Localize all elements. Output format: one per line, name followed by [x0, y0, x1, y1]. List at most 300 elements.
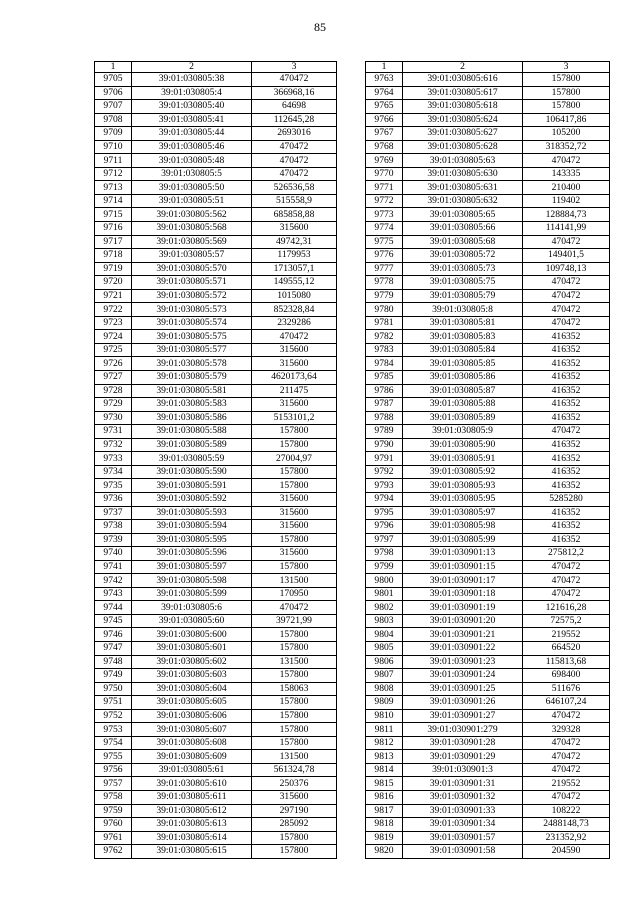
row-number-cell: 9723	[95, 316, 132, 330]
table-row	[366, 113, 610, 127]
row-number-cell: 9756	[95, 763, 132, 777]
row-number-cell: 9794	[366, 492, 403, 506]
value-cell: 231352,92	[523, 831, 610, 845]
table-row	[95, 411, 337, 425]
value-cell: 121616,28	[523, 601, 610, 615]
value-cell: 416352	[523, 438, 610, 452]
value-cell: 470472	[523, 574, 610, 588]
cadastral-number-cell: 39:01:030805:589	[132, 438, 252, 452]
row-number-cell: 9727	[95, 371, 132, 385]
value-cell: 2488148,73	[523, 818, 610, 832]
cadastral-number-cell: 39:01:030805:599	[132, 587, 252, 601]
row-number-cell: 9713	[95, 181, 132, 195]
cadastral-number-cell: 39:01:030805:590	[132, 465, 252, 479]
value-cell: 470472	[523, 560, 610, 574]
table-row	[95, 452, 337, 466]
value-cell: 157800	[252, 628, 337, 642]
row-number-cell: 9712	[95, 167, 132, 181]
row-number-cell: 9776	[366, 249, 403, 263]
cadastral-number-cell: 39:01:030805:631	[403, 181, 523, 195]
cadastral-number-cell: 39:01:030805:88	[403, 398, 523, 412]
table-row	[95, 235, 337, 249]
table-row	[366, 723, 610, 737]
cadastral-number-cell: 39:01:030805:615	[132, 845, 252, 859]
table-row	[95, 181, 337, 195]
table-row	[366, 709, 610, 723]
cadastral-number-cell: 39:01:030805:98	[403, 520, 523, 534]
value-cell: 416352	[523, 357, 610, 371]
row-number-cell: 9735	[95, 479, 132, 493]
table-row	[95, 330, 337, 344]
value-cell: 143335	[523, 167, 610, 181]
value-cell: 170950	[252, 587, 337, 601]
table-row	[366, 276, 610, 290]
row-number-cell: 9753	[95, 723, 132, 737]
table-row	[95, 438, 337, 452]
row-number-cell: 9804	[366, 628, 403, 642]
row-number-cell: 9812	[366, 736, 403, 750]
row-number-cell: 9813	[366, 750, 403, 764]
value-cell: 416352	[523, 411, 610, 425]
value-cell: 470472	[523, 289, 610, 303]
table-row	[95, 276, 337, 290]
row-number-cell: 9763	[366, 73, 403, 87]
row-number-cell: 9803	[366, 614, 403, 628]
value-cell: 64698	[252, 100, 337, 114]
cadastral-number-cell: 39:01:030901:15	[403, 560, 523, 574]
value-cell: 219552	[523, 628, 610, 642]
table-header-row	[366, 62, 610, 73]
table-row	[95, 804, 337, 818]
row-number-cell: 9772	[366, 194, 403, 208]
row-number-cell: 9781	[366, 316, 403, 330]
table-row	[366, 560, 610, 574]
value-cell: 157800	[252, 709, 337, 723]
value-cell: 210400	[523, 181, 610, 195]
value-cell: 157800	[523, 86, 610, 100]
cadastral-number-cell: 39:01:030805:87	[403, 384, 523, 398]
table-row	[366, 154, 610, 168]
cadastral-number-cell: 39:01:030805:583	[132, 398, 252, 412]
row-number-cell: 9734	[95, 465, 132, 479]
row-number-cell: 9764	[366, 86, 403, 100]
cadastral-number-cell: 39:01:030901:25	[403, 682, 523, 696]
cadastral-number-cell: 39:01:030805:97	[403, 506, 523, 520]
value-cell: 416352	[523, 479, 610, 493]
column-header: 1	[95, 62, 132, 73]
row-number-cell: 9736	[95, 492, 132, 506]
row-number-cell: 9747	[95, 641, 132, 655]
cadastral-number-cell: 39:01:030805:95	[403, 492, 523, 506]
cadastral-number-cell: 39:01:030805:595	[132, 533, 252, 547]
row-number-cell: 9738	[95, 520, 132, 534]
table-row	[95, 669, 337, 683]
table-row	[366, 845, 610, 859]
value-cell: 157800	[252, 696, 337, 710]
value-cell: 470472	[523, 763, 610, 777]
cadastral-number-cell: 39:01:030805:85	[403, 357, 523, 371]
row-number-cell: 9762	[95, 845, 132, 859]
value-cell: 119402	[523, 194, 610, 208]
cadastral-number-cell: 39:01:030805:86	[403, 371, 523, 385]
value-cell: 131500	[252, 750, 337, 764]
row-number-cell: 9720	[95, 276, 132, 290]
table-row	[366, 343, 610, 357]
table-row	[95, 289, 337, 303]
value-cell: 39721,99	[252, 614, 337, 628]
value-cell: 416352	[523, 343, 610, 357]
value-cell: 470472	[523, 750, 610, 764]
value-cell: 318352,72	[523, 140, 610, 154]
cadastral-number-cell: 39:01:030901:58	[403, 845, 523, 859]
row-number-cell: 9818	[366, 818, 403, 832]
cadastral-number-cell: 39:01:030805:607	[132, 723, 252, 737]
value-cell: 470472	[523, 154, 610, 168]
cadastral-number-cell: 39:01:030805:612	[132, 804, 252, 818]
value-cell: 315600	[252, 492, 337, 506]
value-cell: 698400	[523, 669, 610, 683]
cadastral-number-cell: 39:01:030805:575	[132, 330, 252, 344]
cadastral-number-cell: 39:01:030805:99	[403, 533, 523, 547]
value-cell: 470472	[523, 316, 610, 330]
row-number-cell: 9726	[95, 357, 132, 371]
row-number-cell: 9716	[95, 222, 132, 236]
cadastral-number-cell: 39:01:030901:28	[403, 736, 523, 750]
table-row	[366, 492, 610, 506]
row-number-cell: 9806	[366, 655, 403, 669]
table-row	[95, 425, 337, 439]
row-number-cell: 9728	[95, 384, 132, 398]
table-row	[95, 709, 337, 723]
value-cell: 470472	[523, 709, 610, 723]
table-row	[366, 316, 610, 330]
cadastral-number-cell: 39:01:030805:602	[132, 655, 252, 669]
value-cell: 157800	[523, 73, 610, 87]
cadastral-number-cell: 39:01:030805:89	[403, 411, 523, 425]
value-cell: 157800	[523, 100, 610, 114]
cadastral-number-cell: 39:01:030901:26	[403, 696, 523, 710]
row-number-cell: 9759	[95, 804, 132, 818]
value-cell: 27004,97	[252, 452, 337, 466]
column-header: 3	[523, 62, 610, 73]
value-cell: 149555,12	[252, 276, 337, 290]
row-number-cell: 9737	[95, 506, 132, 520]
row-number-cell: 9752	[95, 709, 132, 723]
value-cell: 315600	[252, 520, 337, 534]
table-row	[366, 425, 610, 439]
value-cell: 114141,99	[523, 222, 610, 236]
value-cell: 416352	[523, 452, 610, 466]
row-number-cell: 9748	[95, 655, 132, 669]
row-number-cell: 9798	[366, 547, 403, 561]
column-header: 1	[366, 62, 403, 73]
table-row	[366, 587, 610, 601]
value-cell: 470472	[523, 303, 610, 317]
value-cell: 157800	[252, 479, 337, 493]
data-table-right	[365, 61, 610, 859]
cadastral-number-cell: 39:01:030805:596	[132, 547, 252, 561]
value-cell: 315600	[252, 357, 337, 371]
row-number-cell: 9750	[95, 682, 132, 696]
row-number-cell: 9777	[366, 262, 403, 276]
value-cell: 315600	[252, 547, 337, 561]
value-cell: 329328	[523, 723, 610, 737]
cadastral-number-cell: 39:01:030805:600	[132, 628, 252, 642]
table-row	[95, 140, 337, 154]
cadastral-number-cell: 39:01:030805:72	[403, 249, 523, 263]
row-number-cell: 9820	[366, 845, 403, 859]
table-row	[366, 614, 610, 628]
value-cell: 315600	[252, 222, 337, 236]
value-cell: 416352	[523, 371, 610, 385]
row-number-cell: 9771	[366, 181, 403, 195]
row-number-cell: 9779	[366, 289, 403, 303]
value-cell: 416352	[523, 506, 610, 520]
table-row	[95, 547, 337, 561]
cadastral-number-cell: 39:01:030805:574	[132, 316, 252, 330]
row-number-cell: 9744	[95, 601, 132, 615]
value-cell: 646107,24	[523, 696, 610, 710]
value-cell: 470472	[252, 167, 337, 181]
value-cell: 157800	[252, 560, 337, 574]
row-number-cell: 9767	[366, 127, 403, 141]
row-number-cell: 9791	[366, 452, 403, 466]
row-number-cell: 9757	[95, 777, 132, 791]
table-row	[366, 411, 610, 425]
value-cell: 128884,73	[523, 208, 610, 222]
value-cell: 49742,31	[252, 235, 337, 249]
value-cell: 4620173,64	[252, 371, 337, 385]
cadastral-number-cell: 39:01:030805:571	[132, 276, 252, 290]
cadastral-number-cell: 39:01:030805:50	[132, 181, 252, 195]
row-number-cell: 9784	[366, 357, 403, 371]
row-number-cell: 9760	[95, 818, 132, 832]
table-row	[366, 371, 610, 385]
cadastral-number-cell: 39:01:030805:593	[132, 506, 252, 520]
value-cell: 470472	[523, 790, 610, 804]
cadastral-number-cell: 39:01:030805:628	[403, 140, 523, 154]
row-number-cell: 9729	[95, 398, 132, 412]
cadastral-number-cell: 39:01:030805:618	[403, 100, 523, 114]
table-row	[95, 750, 337, 764]
value-cell: 157800	[252, 438, 337, 452]
cadastral-number-cell: 39:01:030805:605	[132, 696, 252, 710]
column-header: 3	[252, 62, 337, 73]
table-row	[366, 398, 610, 412]
table-row	[366, 655, 610, 669]
row-number-cell: 9782	[366, 330, 403, 344]
table-row	[366, 533, 610, 547]
table-row	[95, 628, 337, 642]
table-row	[366, 790, 610, 804]
cadastral-number-cell: 39:01:030805:6	[132, 601, 252, 615]
row-number-cell: 9786	[366, 384, 403, 398]
table-row	[366, 384, 610, 398]
row-number-cell: 9721	[95, 289, 132, 303]
row-number-cell: 9801	[366, 587, 403, 601]
row-number-cell: 9725	[95, 343, 132, 357]
table-row	[366, 628, 610, 642]
cadastral-number-cell: 39:01:030805:617	[403, 86, 523, 100]
value-cell: 470472	[252, 154, 337, 168]
cadastral-number-cell: 39:01:030901:22	[403, 641, 523, 655]
table-header-row	[95, 62, 337, 73]
row-number-cell: 9733	[95, 452, 132, 466]
row-number-cell: 9789	[366, 425, 403, 439]
value-cell: 106417,86	[523, 113, 610, 127]
table-row	[95, 316, 337, 330]
cadastral-number-cell: 39:01:030805:562	[132, 208, 252, 222]
table-row	[95, 465, 337, 479]
row-number-cell: 9755	[95, 750, 132, 764]
value-cell: 157800	[252, 723, 337, 737]
table-row	[366, 669, 610, 683]
row-number-cell: 9811	[366, 723, 403, 737]
row-number-cell: 9707	[95, 100, 132, 114]
row-number-cell: 9754	[95, 736, 132, 750]
row-number-cell: 9814	[366, 763, 403, 777]
cadastral-number-cell: 39:01:030805:604	[132, 682, 252, 696]
row-number-cell: 9790	[366, 438, 403, 452]
row-number-cell: 9730	[95, 411, 132, 425]
table-row	[366, 330, 610, 344]
value-cell: 470472	[523, 425, 610, 439]
cadastral-number-cell: 39:01:030805:591	[132, 479, 252, 493]
table-row	[366, 777, 610, 791]
table-row	[95, 790, 337, 804]
cadastral-number-cell: 39:01:030805:603	[132, 669, 252, 683]
cadastral-number-cell: 39:01:030901:57	[403, 831, 523, 845]
cadastral-number-cell: 39:01:030805:611	[132, 790, 252, 804]
table-row	[95, 194, 337, 208]
table-row	[366, 194, 610, 208]
value-cell: 315600	[252, 506, 337, 520]
cadastral-number-cell: 39:01:030805:586	[132, 411, 252, 425]
row-number-cell: 9775	[366, 235, 403, 249]
value-cell: 470472	[252, 601, 337, 615]
cadastral-number-cell: 39:01:030805:572	[132, 289, 252, 303]
row-number-cell: 9719	[95, 262, 132, 276]
row-number-cell: 9796	[366, 520, 403, 534]
cadastral-number-cell: 39:01:030901:3	[403, 763, 523, 777]
table-row	[95, 763, 337, 777]
value-cell: 219552	[523, 777, 610, 791]
cadastral-number-cell: 39:01:030901:32	[403, 790, 523, 804]
row-number-cell: 9749	[95, 669, 132, 683]
cadastral-number-cell: 39:01:030805:63	[403, 154, 523, 168]
page-number: 85	[314, 20, 326, 34]
cadastral-number-cell: 39:01:030901:18	[403, 587, 523, 601]
table-row	[95, 398, 337, 412]
cadastral-number-cell: 39:01:030901:20	[403, 614, 523, 628]
cadastral-number-cell: 39:01:030901:21	[403, 628, 523, 642]
table-row	[95, 249, 337, 263]
row-number-cell: 9706	[95, 86, 132, 100]
cadastral-number-cell: 39:01:030805:573	[132, 303, 252, 317]
table-row	[95, 262, 337, 276]
value-cell: 112645,28	[252, 113, 337, 127]
value-cell: 109748,13	[523, 262, 610, 276]
table-row	[366, 235, 610, 249]
value-cell: 416352	[523, 465, 610, 479]
row-number-cell: 9793	[366, 479, 403, 493]
row-number-cell: 9799	[366, 560, 403, 574]
table-row	[95, 655, 337, 669]
table-row	[366, 222, 610, 236]
cadastral-number-cell: 39:01:030805:44	[132, 127, 252, 141]
cadastral-number-cell: 39:01:030901:29	[403, 750, 523, 764]
cadastral-number-cell: 39:01:030805:92	[403, 465, 523, 479]
row-number-cell: 9722	[95, 303, 132, 317]
table-row	[366, 86, 610, 100]
cadastral-number-cell: 39:01:030805:46	[132, 140, 252, 154]
value-cell: 470472	[523, 587, 610, 601]
row-number-cell: 9807	[366, 669, 403, 683]
cadastral-number-cell: 39:01:030805:613	[132, 818, 252, 832]
table-row	[95, 520, 337, 534]
table-row	[95, 371, 337, 385]
cadastral-number-cell: 39:01:030805:5	[132, 167, 252, 181]
cadastral-number-cell: 39:01:030805:65	[403, 208, 523, 222]
table-row	[95, 818, 337, 832]
table-row	[95, 614, 337, 628]
cadastral-number-cell: 39:01:030901:27	[403, 709, 523, 723]
cadastral-number-cell: 39:01:030805:568	[132, 222, 252, 236]
row-number-cell: 9788	[366, 411, 403, 425]
row-number-cell: 9780	[366, 303, 403, 317]
value-cell: 1713057,1	[252, 262, 337, 276]
value-cell: 685858,88	[252, 208, 337, 222]
cadastral-number-cell: 39:01:030805:83	[403, 330, 523, 344]
cadastral-number-cell: 39:01:030901:31	[403, 777, 523, 791]
value-cell: 2693016	[252, 127, 337, 141]
row-number-cell: 9795	[366, 506, 403, 520]
cadastral-number-cell: 39:01:030901:279	[403, 723, 523, 737]
value-cell: 131500	[252, 655, 337, 669]
row-number-cell: 9815	[366, 777, 403, 791]
value-cell: 511676	[523, 682, 610, 696]
cadastral-number-cell: 39:01:030805:81	[403, 316, 523, 330]
cadastral-number-cell: 39:01:030805:624	[403, 113, 523, 127]
row-number-cell: 9742	[95, 574, 132, 588]
value-cell: 204590	[523, 845, 610, 859]
table-row	[95, 492, 337, 506]
table-row	[95, 506, 337, 520]
value-cell: 416352	[523, 533, 610, 547]
table-row	[366, 641, 610, 655]
row-number-cell: 9810	[366, 709, 403, 723]
cadastral-number-cell: 39:01:030805:73	[403, 262, 523, 276]
table-row	[95, 574, 337, 588]
row-number-cell: 9817	[366, 804, 403, 818]
value-cell: 275812,2	[523, 547, 610, 561]
table-row	[366, 452, 610, 466]
value-cell: 157800	[252, 831, 337, 845]
row-number-cell: 9783	[366, 343, 403, 357]
row-number-cell: 9768	[366, 140, 403, 154]
row-number-cell: 9741	[95, 560, 132, 574]
cadastral-number-cell: 39:01:030805:588	[132, 425, 252, 439]
table-row	[366, 763, 610, 777]
value-cell: 157800	[252, 845, 337, 859]
row-number-cell: 9816	[366, 790, 403, 804]
row-number-cell: 9770	[366, 167, 403, 181]
table-row	[95, 154, 337, 168]
value-cell: 470472	[252, 330, 337, 344]
cadastral-number-cell: 39:01:030805:577	[132, 343, 252, 357]
value-cell: 470472	[523, 235, 610, 249]
cadastral-number-cell: 39:01:030805:84	[403, 343, 523, 357]
